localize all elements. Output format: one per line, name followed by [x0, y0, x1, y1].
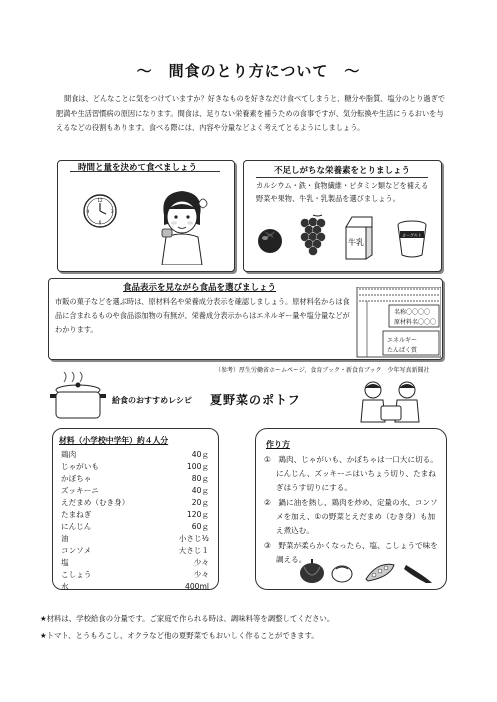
milk-carton-icon — [342, 215, 376, 261]
ingredients-box — [52, 428, 219, 590]
milk-label: 牛乳 — [348, 238, 364, 247]
list-item: 水 400ml — [61, 582, 209, 591]
tip-box-food-labels — [48, 278, 443, 360]
steps-title: 作り方 — [266, 440, 290, 449]
tip-box-title: 時間と量を決めて食べましょう — [78, 163, 198, 173]
list-item: ズッキーニ 40ｇ — [61, 486, 209, 495]
footer-note: ★材料は、学校給食の分量です。ご家庭で作られる時は、調味料等を調整してください。 — [40, 614, 335, 623]
recipe-title: 夏野菜のポトフ — [210, 393, 301, 407]
tip-box-title: 不足しがちな栄養素をとりましょう — [274, 166, 411, 176]
page-title: ～ 間食のとり方について ～ — [136, 62, 361, 80]
ingredients-list — [61, 449, 209, 593]
list-item: 油 小さじ½ — [61, 534, 209, 543]
list-item: じゃがいも 100ｇ — [61, 462, 209, 471]
girl-eating-illustration — [150, 185, 214, 265]
ingredients-title: 材料（小学校中学年）約４人分 — [59, 436, 169, 445]
label-protein-line: たんぱく質 — [387, 347, 418, 354]
tip-box-text: カルシウム・鉄・食物繊維・ビタミン類などを補える野菜や果物、牛乳・乳製品を選びましょう。 — [256, 181, 429, 203]
reference-note: （参考）厚生労働省ホームページ、食育ブック・新食育ブック 少年写真新聞社 — [215, 367, 430, 374]
vegetables-illustration — [296, 557, 436, 585]
yogurt-label: ヨーグルト — [402, 232, 422, 238]
pot-illustration — [50, 372, 110, 424]
grapes-icon — [296, 213, 330, 257]
tomato-icon — [254, 223, 286, 255]
list-item: ② 鍋に油を熱し、鶏肉を炒め、定量の水、コンソメを加え、①の野菜とえだまめ（むき身）も加え煮込む。 — [264, 498, 438, 535]
list-item: ③ 野菜が柔らかくなったら、塩、こしょうで味を調える。 — [264, 541, 438, 564]
footer-note: ★トマト、とうもろこし、オクラなど他の夏野菜でもおいしく作ることができます。 — [40, 631, 319, 640]
list-item: にんじん 60ｇ — [61, 522, 209, 531]
list-item: ① 鶏肉、じゃがいも、かぼちゃは一口大に切る。にんじん、ズッキーニはいちょう切り、たまねぎはうす切りにする。 — [264, 455, 438, 492]
tip-box-title: 食品表示を見ながら食品を選びましょう — [123, 283, 277, 293]
intro-paragraph: 間食は、どんなことに気をつけていますか？好きなものを好きなだけ食べてしまうと、糖分や脂質、塩分のとり過ぎで肥満や生活習慣病の原因になります。間食は、足りない栄養素を補うための食事ですが、気分転換や生活にうるおいを与えるなどの役割もあります。食べる際には、内容や分量などよく考えてとるようにしましょう。 — [56, 94, 445, 132]
svg-text:9: 9 — [86, 209, 90, 214]
svg-text:6: 6 — [98, 220, 102, 225]
steps-list — [264, 453, 440, 567]
yogurt-cup-icon — [394, 219, 430, 259]
svg-text:3: 3 — [110, 209, 114, 214]
label-energy-line: エネルギー — [387, 337, 418, 344]
tip-box-time-amount — [57, 160, 235, 272]
list-item: コンソメ 大さじ１ — [61, 546, 209, 555]
svg-text:12: 12 — [97, 198, 103, 203]
clock-icon — [82, 193, 118, 229]
label-name-line: 名称〇〇〇〇 — [394, 309, 431, 316]
list-item: かぼちゃ 80ｇ — [61, 474, 209, 483]
list-item: えだまめ（むき身） 20ｇ — [61, 498, 209, 507]
footer-notes — [40, 610, 460, 644]
children-cooking-illustration — [355, 378, 427, 424]
list-item: こしょう 少々 — [61, 570, 209, 579]
list-item: 鶏肉 40ｇ — [61, 450, 209, 459]
list-item: 塩 少々 — [61, 558, 209, 567]
tip-box-nutrients — [243, 160, 442, 272]
recipe-header-small: 給食のおすすめレシピ — [112, 396, 192, 405]
tip-box-text: 市販の菓子などを選ぶ時は、原材料名や栄養成分表示を確認しましょう。原材料名からは食品に含まれるものや食品添加物の有無が、栄養成分表示からはエネルギー量や塩分量などがわかります。 — [55, 297, 350, 334]
steps-box — [255, 428, 447, 590]
label-ingredients-line: 原材料名〇〇〇 — [394, 319, 437, 326]
list-item: たまねぎ 120ｇ — [61, 510, 209, 519]
